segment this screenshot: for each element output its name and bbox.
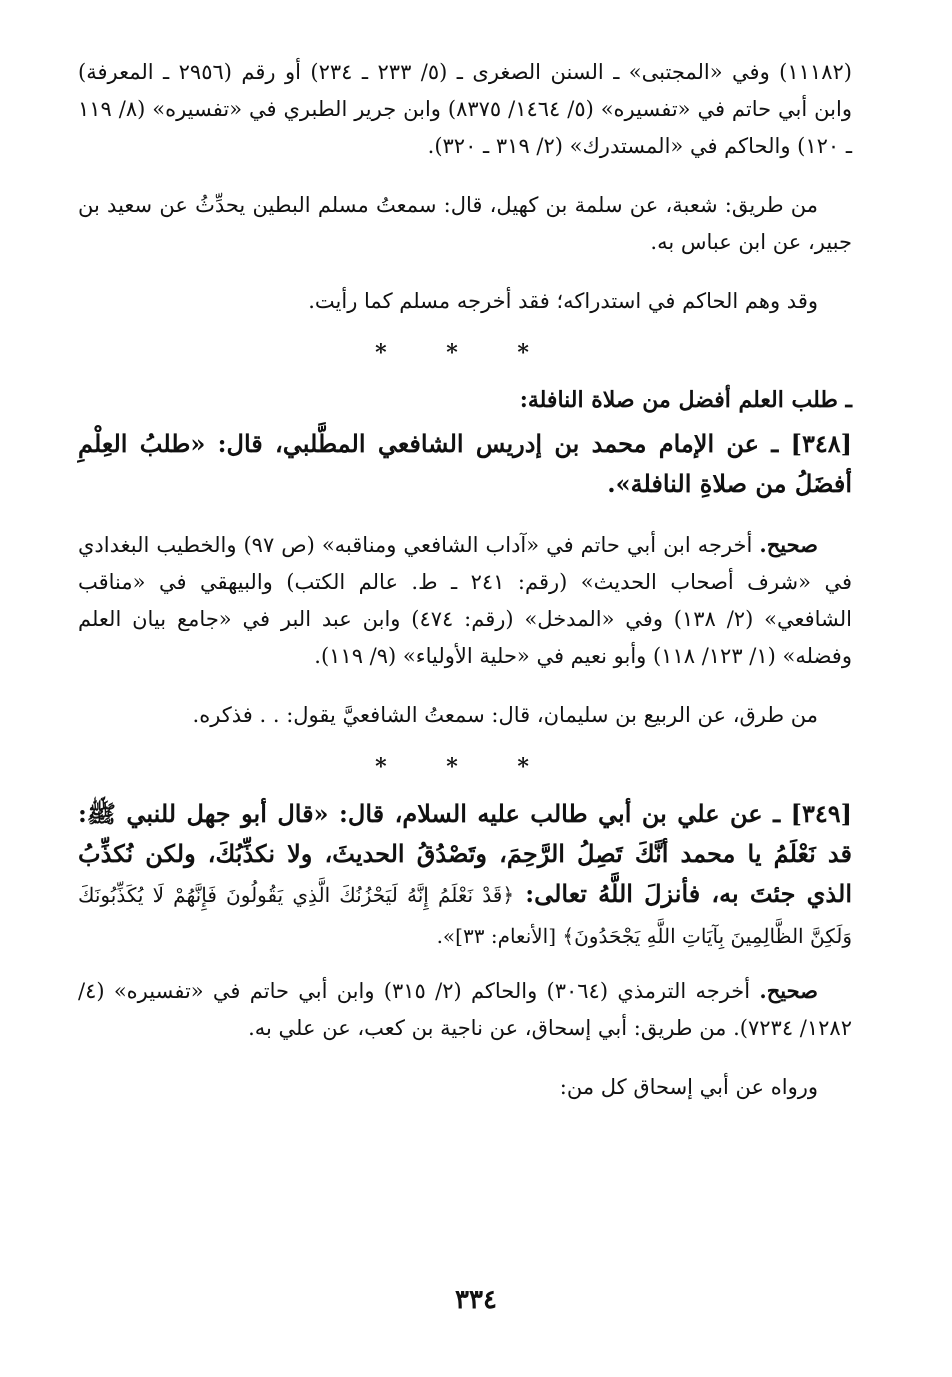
hadith-348-grade: صحيح. [759, 532, 818, 557]
hadith-348-sources: أخرجه ابن أبي حاتم في «آداب الشافعي ومناقبه» (ص ٩٧) والخطيب البغدادي في «شرف أصحاب الحديث» (رقم: ٢٤١ ـ ط. عالم الكتب) والبيهقي في «مناقب الشافعي» (٢/ ١٣٨) وفي «المدخل» (رقم: ٤٧٤) وابن عبد البر في «جامع بيان العلم وفضله» (١/ ١٢٣/ ١١٨) وأبو نعيم في «حلية الأولياء» (٩/ ١١٩). [78, 533, 852, 668]
section-separator: * * * [375, 340, 555, 366]
hadith-348-route: من طرق، عن الربيع بن سليمان، قال: سمعتُ الشافعيَّ يقول: . . فذكره. [192, 703, 818, 727]
footnote-note: وقد وهم الحاكم في استدراكه؛ فقد أخرجه مسلم كما رأيت. [308, 289, 818, 313]
page-number: ٣٣٤ [455, 1285, 497, 1315]
hadith-349-body: [٣٤٩] ـ عن علي بن أبي طالب عليه السلام، قال: «قال أبو جهل للنبي ﷺ: قد نَعْلَمُ يا محمد أنَّكَ تَصِلُ الرَّحِمَ، وتَصْدُقُ الحديثَ، ولا نكذِّبُكَ، ولكن نُكذِّبُ الذي جئتَ به، فأنزلَ اللَّهُ تعالى: [78, 799, 853, 908]
footnote-route: من طريق: شعبة، عن سلمة بن كهيل، قال: سمعتُ مسلم البطين يحدِّثُ عن سعيد بن جبير، عن ابن عباس به. [78, 193, 852, 254]
hadith-348-takhrij [78, 526, 852, 675]
hadith-349-grade: صحيح. [759, 978, 818, 1003]
footnote-citation: (١١١٨٢) وفي «المجتبى» ـ السنن الصغرى ـ (٥/ ٢٣٣ ـ ٢٣٤) أو رقم (٢٩٥٦ ـ المعرفة) وابن أبي حاتم في «تفسيره» (٥/ ١٤٦٤/ ٨٣٧٥) وابن جرير الطبري في «تفسيره» (٨/ ١١٩ ـ ١٢٠) والحاكم في «المستدرك» (٢/ ٣١٩ ـ ٣٢٠). [78, 60, 852, 158]
hadith-349-sources: أخرجه الترمذي (٣٠٦٤) والحاكم (٢/ ٣١٥) وابن أبي حاتم في «تفسيره» (٤/ ١٢٨٢/ ٧٢٣٤). من طريق: أبي إسحاق، عن ناجية بن كعب، عن علي به. [78, 979, 852, 1040]
section-separator: * * * [375, 754, 555, 780]
quran-verse: ﴿قَدْ نَعْلَمُ إِنَّهُ لَيَحْزُنُكَ الَّذِي يَقُولُونَ فَإِنَّهُمْ لَا يُكَذِّبُونَكَ وَلَكِنَّ الظَّالِمِينَ بِآيَاتِ اللَّهِ يَجْحَدُونَ﴾ [الأنعام: ٣٣]». [78, 883, 852, 948]
section-heading: ـ طلب العلم أفضل من صلاة النافلة: [519, 387, 852, 413]
hadith-349-takhrij [78, 972, 852, 1047]
hadith-349-narrators-intro: ورواه عن أبي إسحاق كل من: [559, 1075, 818, 1099]
hadith-349-text [78, 794, 852, 956]
hadith-348-text: [٣٤٨] ـ عن الإمام محمد بن إدريس الشافعي المطَّلبي، قال: «طلبُ العِلْمِ أفضَلُ من صلاةِ النافلة». [78, 429, 852, 498]
